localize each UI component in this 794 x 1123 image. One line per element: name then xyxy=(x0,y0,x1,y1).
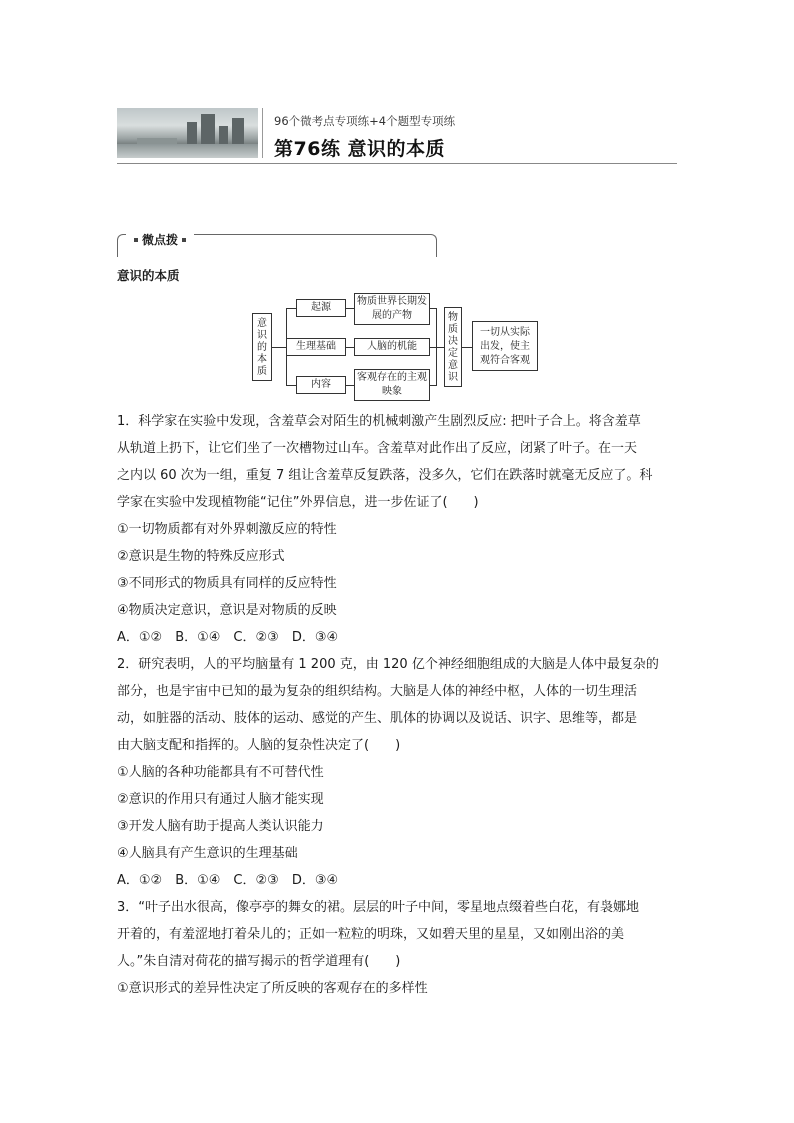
diagram-root-box xyxy=(252,313,272,381)
diagram-middle-box xyxy=(444,307,462,387)
diagram-conclusion xyxy=(472,321,538,371)
root-char: 本 xyxy=(257,354,267,365)
result-brain: 人脑的机能 xyxy=(354,338,430,356)
q3-line: 开着的，有羞涩地打着朵儿的；正如一粒粒的明珠，又如碧天里的星星，又如刚出浴的美 xyxy=(117,927,625,942)
q3-line: 人。”朱自清对荷花的描写揭示的哲学道理有( ) xyxy=(117,954,401,969)
q3-option: ①意识形式的差异性决定了所反映的客观存在的多样性 xyxy=(117,981,428,996)
q1-option: ④物质决定意识，意识是对物质的反映 xyxy=(117,603,337,618)
result-reflection-text: 客观存在的主观映象 xyxy=(357,372,427,397)
tip-label xyxy=(126,231,194,248)
section-title: 意识的本质 xyxy=(117,268,180,283)
q2-line: 由大脑支配和指挥的。人脑的复杂性决定了( ) xyxy=(117,738,401,753)
q2-line: 2．研究表明，人的平均脑量有 1 200 克，由 120 亿个神经细胞组成的大脑是人体中最复杂的 xyxy=(117,657,659,672)
q1-line: 之内以 60 次为一组，重复 7 组让含羞草反复跌落，没多久，它们在跌落时就毫无反应了。科 xyxy=(117,468,653,483)
q2-option: ②意识的作用只有通过人脑才能实现 xyxy=(117,792,324,807)
tip-label-text: 微点拨 xyxy=(142,233,179,247)
root-char: 的 xyxy=(257,342,267,353)
q2-option: ④人脑具有产生意识的生理基础 xyxy=(117,846,298,861)
root-char: 识 xyxy=(257,330,267,341)
q2-choices: A．①② B．①④ C．②③ D．③④ xyxy=(117,873,339,888)
branch-content: 内容 xyxy=(296,376,346,394)
q2-line: 动，如脏器的活动、肢体的运动、感觉的产生、肌体的协调以及说话、识字、思维等，都是 xyxy=(117,711,638,726)
concept-diagram xyxy=(252,293,552,397)
middle-char: 意 xyxy=(448,360,458,371)
header-rule xyxy=(117,163,677,164)
result-product-text: 物质世界长期发展的产物 xyxy=(357,296,427,321)
root-char: 意 xyxy=(257,318,267,329)
q1-line: 从轨道上扔下，让它们坐了一次槽物过山车。含羞草对此作出了反应，闭紧了叶子。在一天 xyxy=(117,441,638,456)
result-product xyxy=(354,293,430,325)
q1-option: ③不同形式的物质具有同样的反应特性 xyxy=(117,576,337,591)
root-char: 质 xyxy=(257,366,267,377)
header-subtitle: 96个微考点专项练+4个题型专项练 xyxy=(274,114,456,128)
header-image xyxy=(117,108,258,158)
middle-char: 质 xyxy=(448,324,458,335)
middle-char: 识 xyxy=(448,372,458,383)
header-divider xyxy=(262,108,263,158)
branch-physiology: 生理基础 xyxy=(286,338,346,356)
middle-char: 定 xyxy=(448,348,458,359)
q1-option: ①一切物质都有对外界刺激反应的特性 xyxy=(117,522,337,537)
q1-line: 学家在实验中发现植物能“记住”外界信息，进一步佐证了( ) xyxy=(117,495,479,510)
page-title: 第76练 意识的本质 xyxy=(274,138,446,160)
q2-option: ③开发人脑有助于提高人类认识能力 xyxy=(117,819,324,834)
q2-line: 部分，也是宇宙中已知的最为复杂的组织结构。大脑是人体的神经中枢，人体的一切生理活 xyxy=(117,684,638,699)
result-reflection xyxy=(354,369,430,401)
q3-line: 3．“叶子出水很高，像亭亭的舞女的裙。层层的叶子中间，零星地点缀着些白花，有袅娜地 xyxy=(117,900,640,915)
q1-option: ②意识是生物的特殊反应形式 xyxy=(117,549,285,564)
conclusion-text: 一切从实际出发，使主观符合客观 xyxy=(480,327,530,366)
middle-char: 决 xyxy=(448,336,458,347)
branch-origin: 起源 xyxy=(296,299,346,317)
q1-choices: A．①② B．①④ C．②③ D．③④ xyxy=(117,630,339,645)
middle-char: 物 xyxy=(448,312,458,323)
q1-line: 1．科学家在实验中发现，含羞草会对陌生的机械刺激产生剧烈反应: 把叶子合上。将含羞草 xyxy=(117,414,641,429)
q2-option: ①人脑的各种功能都具有不可替代性 xyxy=(117,765,324,780)
